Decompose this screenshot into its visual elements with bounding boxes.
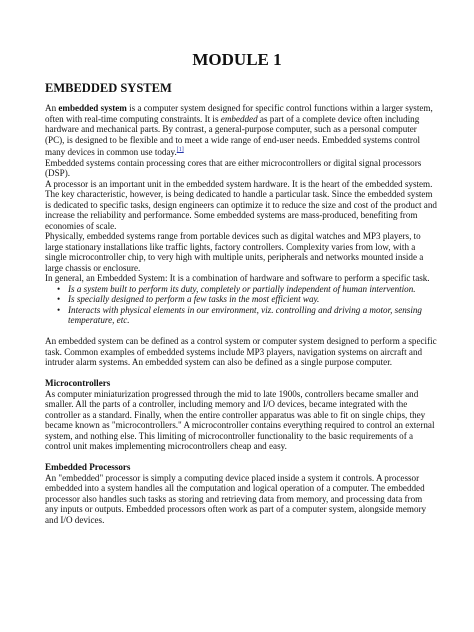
processors-paragraph: An "embedded" processor is simply a computing device placed inside a system it controls. A processor embedded into a system handles all the computation and logical operation of a computer. The embedded processor also handles such tasks as storing and retrieving data from memory, and processing data from any inputs or outputs. Embedded processors often work as part of a computer system, alongside memory and I/O devices.	[45, 472, 427, 525]
footnote-link[interactable]: [1]	[176, 147, 184, 153]
intro-text-1: is a computer system designed for specific control functions within a larger system, often with real-time computing constraints. It is	[45, 103, 433, 124]
bullet-item: • Is a system built to perform its duty, completely or partially independent of human intervention.	[57, 284, 437, 295]
intro-text-2: as part of a complete device often including hardware and mechanical parts. By contrast, a general-purpose computer, such as a personal computer (PC), is designed to be flexible and to meet a wide range of end-user needs. Embedded systems control many devices in common use today.	[45, 113, 421, 158]
bullet-item: • Is specially designed to perform a few tasks in the most efficient way.	[57, 294, 437, 305]
intro-term: embedded system	[58, 103, 127, 113]
document-body	[45, 103, 437, 525]
microcontrollers-paragraph: As computer miniaturization progressed through the mid to late 1900s, controllers became smaller and smaller. All the parts of a controller, including memory and I/O devices, became integrated with the controller as a standard. Finally, when the entire controller apparatus was able to fit on single chips, they became known as "microcontrollers." A microcontroller contains everything required to control an external system, and nothing else. This limiting of microcontroller functionality to the basic requirements of a control unit makes implementing microcontrollers cheap and easy.	[45, 388, 435, 452]
paragraph: In general, an Embedded System: It is a combination of hardware and software to perform a specific task.	[45, 273, 430, 284]
processors-heading: Embedded Processors	[45, 462, 131, 473]
intro-paragraph	[45, 103, 437, 158]
paragraph: A processor is an important unit in the embedded system hardware. It is the heart of the embedded system.	[45, 178, 433, 189]
intro-lead: An	[45, 103, 59, 113]
paragraph: Physically, embedded systems range from portable devices such as digital watches and MP3 players, to large stationary installations like traffic lights, factory controllers. Complexity varies from low, with a single microcontroller chip, to very high with multiple units, peripherals and networks mounted inside a large chassis or enclosure.	[45, 231, 424, 273]
bullet-item: • Interacts with physical elements in our environment, viz. controlling and driving a motor, sensing temperature, etc.	[57, 305, 437, 326]
definition-paragraph: An embedded system can be defined as a control system or computer system designed to perform a specific task. Common examples of embedded systems include MP3 players, navigation systems on aircraft and intruder alarm systems. An embedded system can also be defined as a single purpose computer.	[45, 336, 437, 368]
bullet-list	[45, 284, 437, 326]
paragraph: Embedded systems contain processing cores that are either microcontrollers or digital signal processors (DSP).	[45, 157, 422, 179]
microcontrollers-heading: Microcontrollers	[45, 378, 111, 389]
intro-emphasis: embedded	[220, 113, 258, 124]
paragraph: The key characteristic, however, is being dedicated to handle a particular task. Since the embedded system is dedicated to specific tasks, design engineers can optimize it to reduce the size and cost of the product and increase the reliability and performance. Some embedded systems are mass-produced, benefiting from economies of scale.	[45, 189, 437, 231]
module-title: MODULE 1	[192, 50, 282, 69]
section-heading: EMBEDDED SYSTEM	[45, 81, 172, 95]
